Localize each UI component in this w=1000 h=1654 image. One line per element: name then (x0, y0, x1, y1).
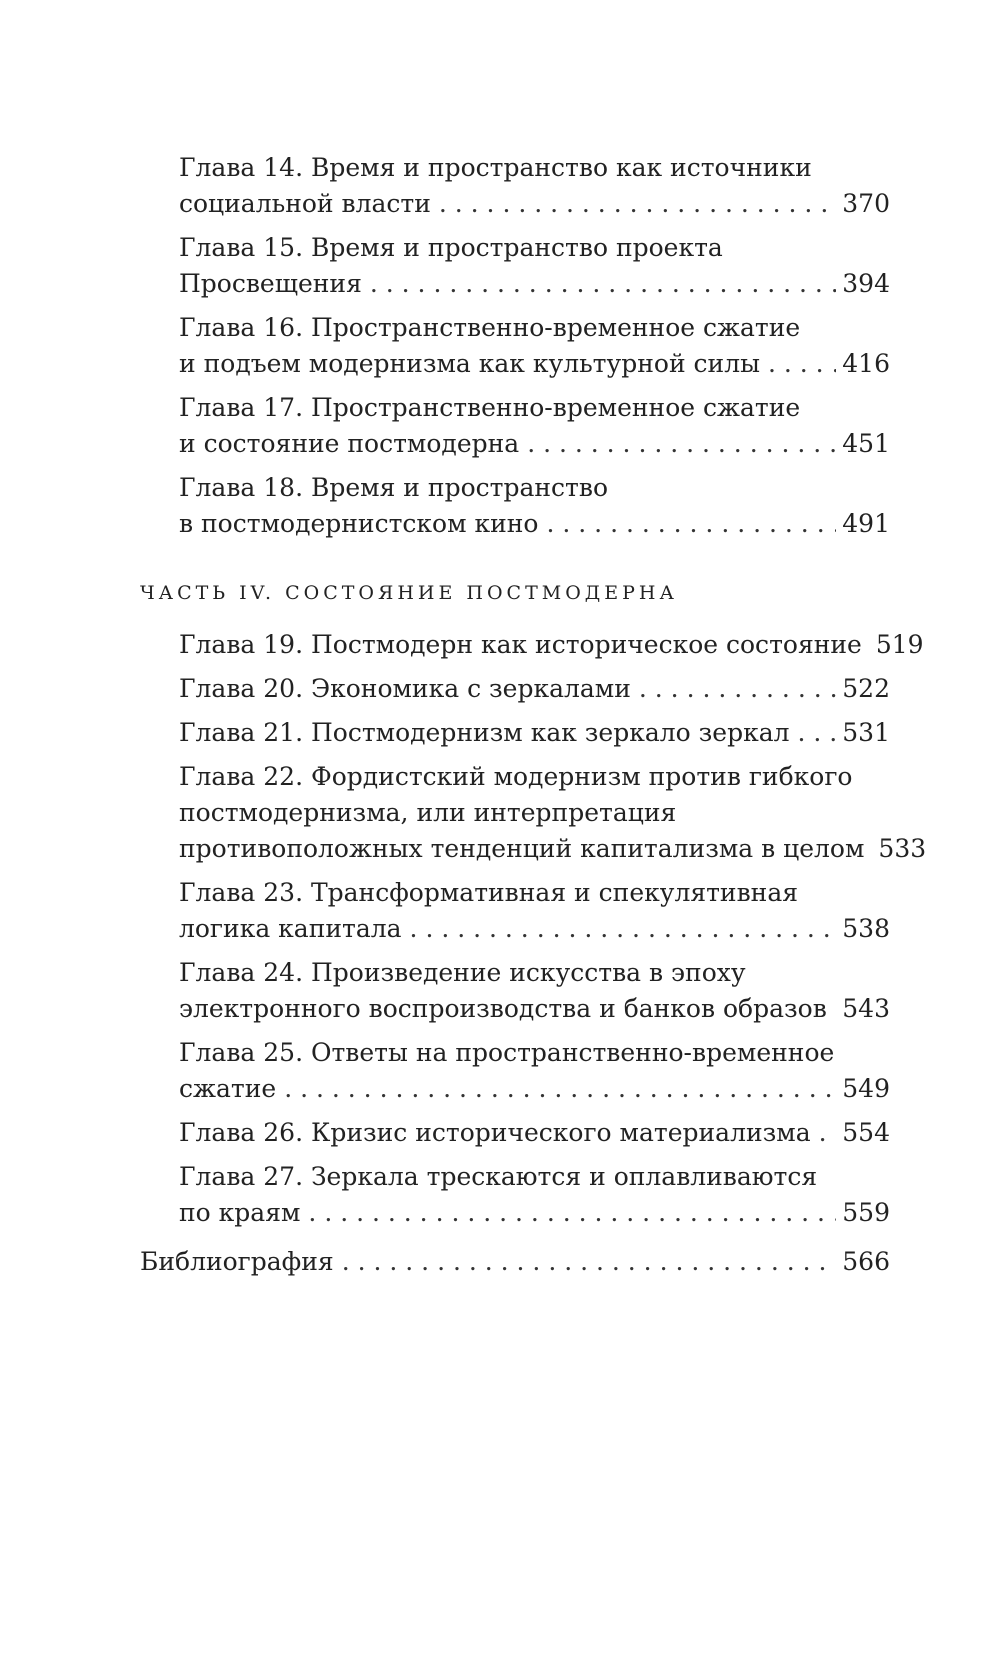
toc-entry-title-line: Глава 20. Экономика с зеркалами (179, 674, 631, 703)
dot-leader (547, 506, 837, 542)
toc-entry-title-line: Просвещения (179, 269, 362, 298)
toc-page-number: 566 (842, 1247, 890, 1276)
toc-page-number: 533 (878, 834, 927, 863)
toc-page-number: 522 (842, 674, 890, 703)
dot-leader (527, 426, 836, 462)
toc-entry-ch22[interactable] (140, 759, 927, 867)
toc-page-number: 394 (842, 269, 890, 298)
toc-entry-title-line: постмодернизма, или интерпретация (179, 798, 677, 827)
dot-leader (439, 186, 836, 222)
part-heading: ЧАСТЬ IV. СОСТОЯНИЕ ПОСТМОДЕРНА (140, 582, 678, 604)
toc-entry-title-line: Глава 27. Зеркала трескаются и оплавливаются (179, 1162, 818, 1191)
dot-leader (639, 671, 836, 707)
toc-page-number: 549 (842, 1074, 890, 1103)
dot-leader (768, 346, 836, 382)
toc-entry-ch26[interactable] (140, 1115, 890, 1151)
toc-entry-title-line: сжатие (179, 1074, 277, 1103)
toc-entry-ch14[interactable] (140, 150, 890, 222)
toc-entry-title-line: Глава 26. Кризис исторического материализма (179, 1118, 811, 1147)
toc-entry-title-line: Глава 14. Время и пространство как источники (179, 153, 812, 182)
toc-group-part-iii (140, 150, 890, 550)
dot-leader (410, 911, 837, 947)
dot-leader (308, 1195, 836, 1231)
dot-leader (835, 991, 837, 1027)
toc-entry-title-line: по краям (179, 1198, 301, 1227)
dot-leader (798, 715, 837, 751)
toc-entry-ch19[interactable] (140, 627, 924, 663)
toc-entry-title-line: Глава 17. Пространственно-временное сжатие (179, 393, 801, 422)
toc-entry-title-line: Глава 18. Время и пространство (179, 473, 608, 502)
toc-entry-title-line: и состояние постмодерна (179, 429, 520, 458)
toc-entry-ch24[interactable] (140, 955, 890, 1027)
toc-entry-title-line: Глава 23. Трансформативная и спекулятивная (179, 878, 799, 907)
toc-entry-title-line: Библиография (140, 1247, 334, 1276)
toc-entry-bibliography[interactable] (140, 1244, 890, 1280)
dot-leader (342, 1244, 837, 1280)
toc-page-number: 559 (842, 1198, 890, 1227)
toc-entry-ch17[interactable] (140, 390, 890, 462)
dot-leader (370, 266, 836, 302)
toc-entry-title-line: Глава 24. Произведение искусства в эпоху (179, 958, 746, 987)
toc-entry-title-line: Глава 21. Постмодернизм как зеркало зеркал (179, 718, 790, 747)
toc-entry-title-line: Глава 16. Пространственно-временное сжатие (179, 313, 801, 342)
toc-entry-ch25[interactable] (140, 1035, 890, 1107)
toc-entry-title-line: противоположных тенденций капитализма в целом (179, 834, 865, 863)
toc-entry-title-line: Глава 15. Время и пространство проекта (179, 233, 723, 262)
toc-group-bibliography (140, 1244, 890, 1288)
toc-entry-title-line: Глава 19. Постмодерн как историческое состояние (179, 630, 862, 659)
toc-entry-ch18[interactable] (140, 470, 890, 542)
toc-entry-ch21[interactable] (140, 715, 890, 751)
toc-page-number: 451 (842, 429, 890, 458)
toc-entry-title-line: логика капитала (179, 914, 402, 943)
toc-group-part-iv (140, 627, 927, 1239)
toc-page-number: 491 (842, 509, 890, 538)
toc-entry-ch15[interactable] (140, 230, 890, 302)
toc-entry-ch20[interactable] (140, 671, 890, 707)
toc-entry-title-line: Глава 22. Фордистский модернизм против гибкого (179, 762, 853, 791)
toc-page-number: 538 (842, 914, 890, 943)
toc-entry-title-line: Глава 25. Ответы на пространственно-временное (179, 1038, 835, 1067)
toc-entry-ch23[interactable] (140, 875, 890, 947)
toc-page-number: 531 (842, 718, 890, 747)
toc-page-number: 416 (842, 349, 890, 378)
dot-leader (284, 1071, 836, 1107)
toc-entry-title-line: электронного воспроизводства и банков образов (179, 994, 827, 1023)
toc-page-number: 519 (875, 630, 924, 659)
dot-leader (819, 1115, 837, 1151)
toc-page-number: 370 (842, 189, 890, 218)
toc-page-number: 543 (842, 994, 890, 1023)
toc-entry-ch27[interactable] (140, 1159, 890, 1231)
toc-entry-title-line: в постмодернистском кино (179, 509, 539, 538)
toc-entry-title-line: и подъем модернизма как культурной силы (179, 349, 760, 378)
toc-page-number: 554 (842, 1118, 890, 1147)
toc-entry-title-line: социальной власти (179, 189, 431, 218)
toc-entry-ch16[interactable] (140, 310, 890, 382)
